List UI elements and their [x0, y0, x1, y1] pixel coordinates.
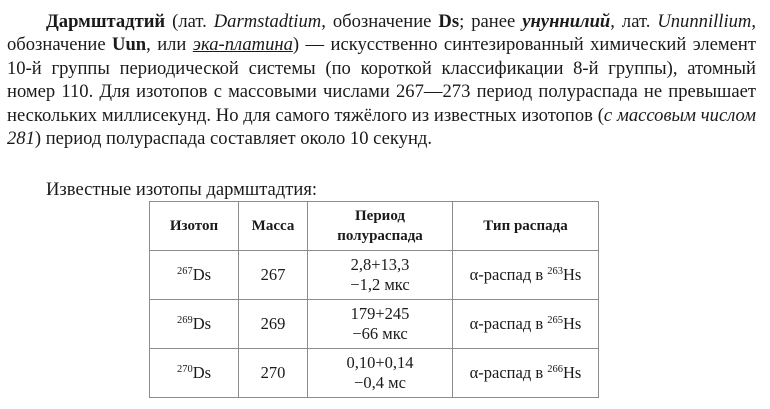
decay-text: α-распад в [469, 314, 548, 333]
table-caption: Известные изотопы дармштадтия: [46, 179, 318, 200]
half-life-cell [308, 349, 453, 398]
decay-mass-number: 265 [547, 315, 564, 326]
paragraph-text: (лат. [165, 11, 214, 32]
header-half-life-line1: Период [355, 208, 405, 224]
paragraph-text: , обозначение [7, 11, 756, 56]
paragraph-text: ; ранее [459, 11, 523, 32]
old-symbol: Uun [112, 34, 147, 56]
decay-mass-number: 263 [547, 266, 564, 277]
header-isotope: Изотоп [150, 202, 239, 251]
decay-cell [453, 251, 599, 300]
paragraph-text: ) период полураспада составляет около 10 секунд. [34, 128, 433, 150]
decay-cell [453, 349, 599, 398]
table-header-row [150, 202, 599, 251]
element-symbol: Ds [438, 11, 460, 32]
mass-cell: 269 [239, 300, 308, 349]
decay-cell [453, 300, 599, 349]
decay-element: Hs [563, 265, 582, 284]
isotope-cell [150, 349, 239, 398]
paragraph-text: , или [146, 34, 193, 56]
element-symbol: Ds [192, 363, 212, 382]
isotopes-table [149, 201, 599, 398]
element-name: Дармштадтий [46, 11, 166, 32]
mass-number: 269 [176, 315, 193, 326]
half-life-error: −0,4 мс [354, 373, 406, 392]
half-life-value: 2,8+13,3 [350, 255, 410, 274]
header-decay-type: Тип распада [453, 202, 599, 251]
isotope-cell [150, 251, 239, 300]
intro-paragraph [7, 10, 756, 150]
paragraph-text: , лат. [610, 11, 658, 32]
half-life-value: 0,10+0,14 [346, 353, 414, 372]
decay-element: Hs [563, 314, 582, 333]
half-life-cell [308, 300, 453, 349]
header-half-life-line2: полураспада [337, 228, 423, 244]
old-name: унуннилий [522, 11, 611, 32]
decay-element: Hs [563, 363, 582, 382]
paragraph-text: ) — искусственно синтезированный химический элемент 10-й группы периодической системы (по короткой классификации 8-й группы), атомный номер 110. Для изотопов с массовыми числами 267—273 период полураспада не превышает нескольких миллисекунд. Но для самого тяжёлого из известных изотопов ( [7, 34, 756, 126]
half-life-cell [308, 251, 453, 300]
old-latin-name: Ununnillium [657, 11, 752, 32]
half-life-error: −1,2 мкс [350, 275, 410, 294]
decay-mass-number: 266 [547, 364, 564, 375]
decay-text: α-распад в [469, 265, 548, 284]
mass-number: 270 [176, 364, 193, 375]
eka-platinum-link[interactable]: эка-платина [192, 34, 293, 56]
half-life-error: −66 мкс [352, 324, 408, 343]
element-symbol: Ds [192, 314, 212, 333]
decay-text: α-распад в [469, 363, 548, 382]
latin-name: Darmstadtium [213, 11, 322, 32]
table-row [150, 349, 599, 398]
half-life-value: 179+245 [350, 304, 410, 323]
element-symbol: Ds [192, 265, 212, 284]
paragraph-text: , обозначение [321, 11, 439, 32]
table-row [150, 251, 599, 300]
mass-number: 267 [176, 266, 193, 277]
header-mass: Масса [239, 202, 308, 251]
isotope-cell [150, 300, 239, 349]
mass-cell: 267 [239, 251, 308, 300]
header-half-life [308, 202, 453, 251]
table-row [150, 300, 599, 349]
mass-number-note: с массовым числом 281 [7, 104, 756, 150]
mass-cell: 270 [239, 349, 308, 398]
